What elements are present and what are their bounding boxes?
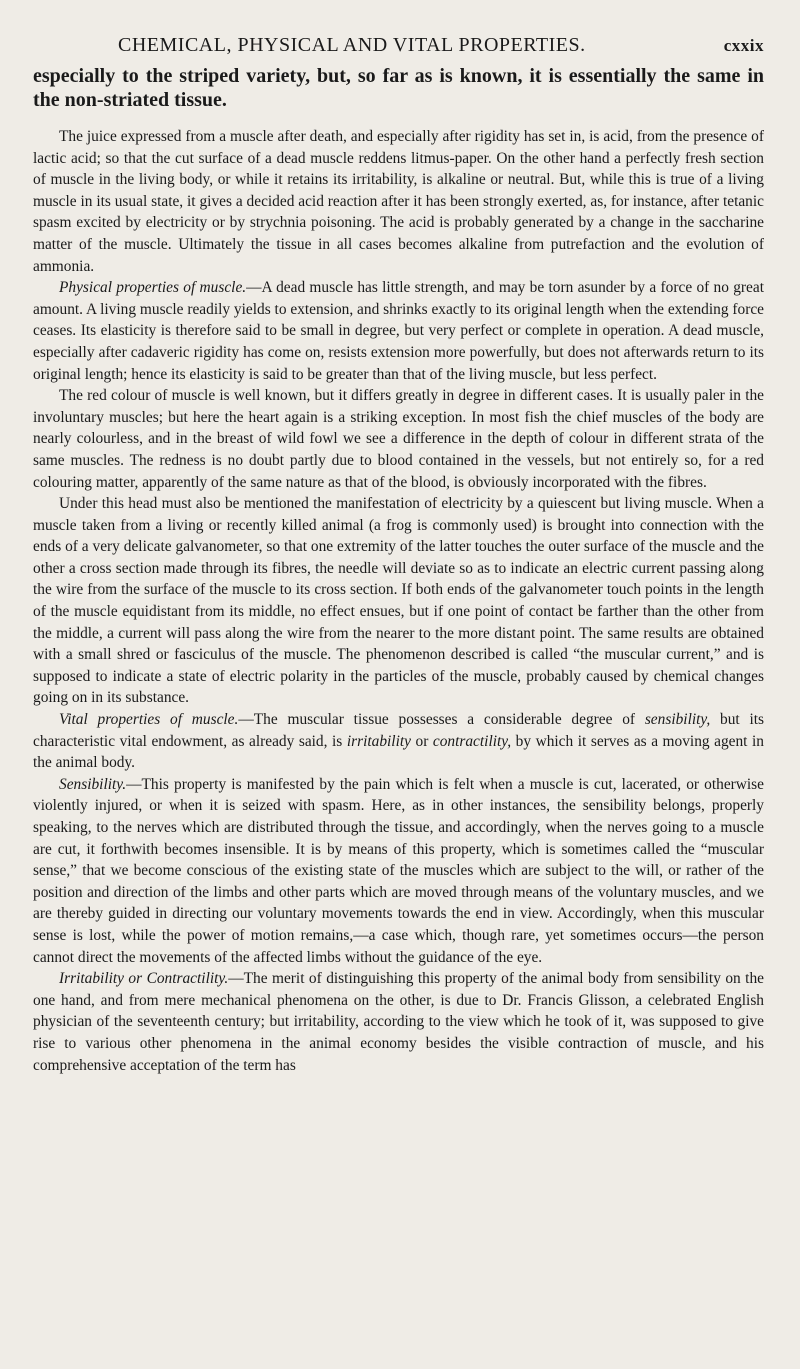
- running-title: CHEMICAL, PHYSICAL AND VITAL PROPERTIES.: [118, 34, 586, 56]
- paragraph-text: —The merit of distinguishing this property of the animal body from sensibility on the one hand, and from mere mechanical phenomena on the other, is due to Dr. Francis Glisson, a celebrated English physician of the seventeenth century; but irritability, according to the view which he took of it, was supposed to give rise to various other phenomena in the animal economy besides the visible contraction of muscle, and his comprehensive acceptation of the term has: [33, 970, 764, 1074]
- lead-paragraph: especially to the striped variety, but, so far as is known, it is essentially the same in the non-striated tissue.: [33, 65, 764, 111]
- section-heading: Irritability or Contractility.: [59, 970, 229, 988]
- italic-term-sensibility: sensibility,: [644, 711, 711, 729]
- text-segment: but its characteristic vital endowment, as already said, is: [33, 711, 764, 750]
- page-number: cxxix: [723, 36, 764, 55]
- paragraph-sensibility: [33, 774, 764, 968]
- paragraph-text: The red colour of muscle is well known, but it differs greatly in degree in different cases. It is usually paler in the involuntary muscles; but here the heart again is a striking exception. In most fish the chief muscles of the body are nearly colourless, and in the breast of wild fowl we see a difference in the depth of colour in different strata of the same muscles. The redness is no doubt partly due to blood contained in the vessels, but not entirely so, for a red colouring matter, apparently of the same nature as that of the blood, is obviously incorporated with the fibres.: [33, 387, 764, 491]
- italic-term-irritability: irritability: [346, 732, 411, 750]
- paragraph-muscular-current: [33, 493, 764, 709]
- paragraph-red-colour: [33, 385, 764, 493]
- text-segment: or: [410, 732, 433, 750]
- paragraph-text: —A dead muscle has little strength, and may be torn asunder by a force of no great amount. A living muscle readily yields to extension, and shrinks exactly to its original length when the extending force ceases. Its elasticity is therefore said to be small in degree, but very perfect or complete in operation. A dead muscle, especially after cadaveric rigidity has come on, resists extension more powerfully, but does not afterwards return to its original length; hence its elasticity is said to be greater than that of the living muscle, but less perfect.: [33, 279, 764, 383]
- paragraph-lactic-acid: [33, 126, 764, 277]
- paragraph-text: Under this head must also be mentioned the manifestation of electricity by a quiescent but living muscle. When a muscle taken from a living or recently killed animal (a frog is commonly used) is brought into connection with the ends of a very delicate galvanometer, so that one extremity of the latter touches the outer surface of the muscle and the other a cross section made through its fibres, the needle will deviate so as to indicate an electric current passing along the wire from the surface of the muscle to its cross section. If both ends of the galvanometer touch points in the length of the muscle equidistant from its middle, no effect ensues, but if one point of contact be farther than the other from the middle, a current will pass along the wire from the nearer to the more distant point. The same results are obtained with a small shred or fasciculus of the muscle. The phenomenon described is called “the muscular current,” and is supposed to indicate a state of electric polarity in the particles of the muscle, probably caused by chemical changes going on in its substance.: [33, 495, 764, 707]
- section-heading: Sensibility.: [59, 775, 127, 793]
- running-header: [33, 22, 764, 58]
- paragraph-text: —This property is manifested by the pain which is felt when a muscle is cut, lacerated, or otherwise violently injured, or when it is seized with spasm. Here, as in other instances, the sensibility belongs, properly speaking, to the nerves which are distributed through the tissue, and accordingly, when the nerves going to a muscle are cut, it forthwith becomes insensible. It is by means of this property, which is sometimes called the “muscular sense,” that we become conscious of the existing state of the muscles which are subject to the will, or rather of the position and direction of the limbs and other parts which are moved through means of the voluntary muscles, and we are thereby guided in directing our voluntary movements towards the end in view. Accordingly, when this muscular sense is lost, while the power of motion remains,—a case which, though rare, yet sometimes occurs—the person cannot direct the movements of the affected limbs without the guidance of the eye.: [33, 775, 764, 966]
- italic-term-contractility: contractility,: [432, 732, 512, 750]
- section-heading: Physical properties of muscle.: [59, 279, 247, 297]
- paragraph-vital-properties: [33, 709, 764, 774]
- paragraph-physical-properties: [33, 277, 764, 385]
- paragraph-text: The juice expressed from a muscle after death, and especially after rigidity has set in, is acid, from the presence of lactic acid; so that the cut surface of a dead muscle reddens litmus-paper. On the other hand a perfectly fresh section of muscle in the living body, or while it retains its irritability, is alkaline or neutral. But, while this is true of a living muscle in its usual state, it gives a decided acid reaction after it has been strongly exerted, as, for instance, after tetanic spasm excited by electricity or by strychnia poisoning. The acid is probably generated by a change in the saccharine matter of the muscle. Ultimately the tissue in all cases becomes alkaline from putrefaction and the evolution of ammonia.: [33, 128, 764, 275]
- paragraph-irritability: [33, 968, 764, 1076]
- text-segment: by which it serves as a moving agent in the animal body.: [33, 732, 764, 772]
- text-segment: —The muscular tissue possesses a considerable degree of: [238, 711, 645, 729]
- section-heading: Vital properties of muscle.: [59, 711, 239, 729]
- body-text: [33, 126, 764, 1076]
